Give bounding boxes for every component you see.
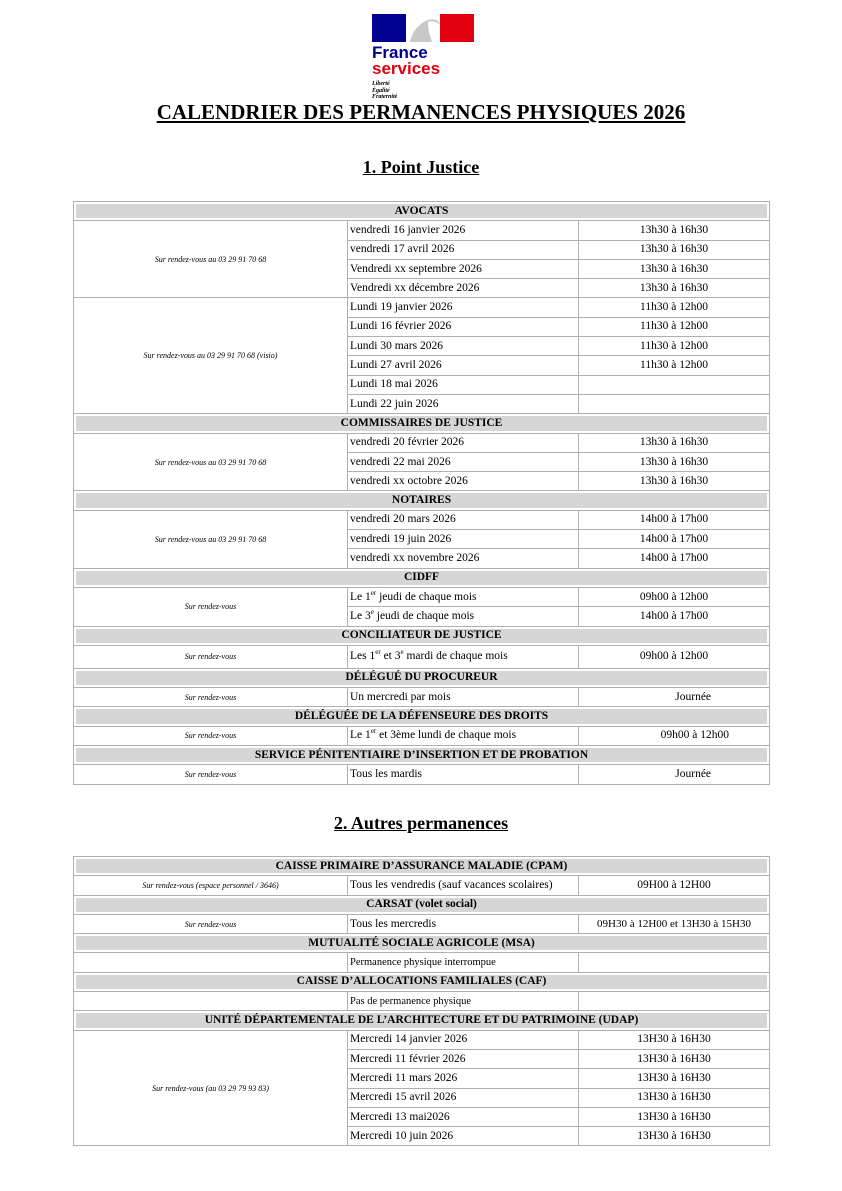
time-cell: 09h00 à 12h00 (579, 726, 770, 745)
header-commissaires: COMMISSAIRES DE JUSTICE (74, 414, 770, 433)
date-text: Les 1 (350, 650, 376, 663)
header-carsat: CARSAT (volet social) (74, 895, 770, 914)
table-row (74, 953, 770, 972)
republic-motto (372, 81, 397, 101)
date-cell: Vendredi xx décembre 2026 (348, 279, 579, 298)
date-text: et 3 (380, 650, 401, 663)
table-row (74, 914, 770, 933)
autres-permanences-table (73, 856, 770, 1146)
logo-word-france: France (372, 43, 428, 62)
time-cell: 13H30 à 16H30 (579, 1088, 770, 1107)
appointment-note: Sur rendez-vous (74, 645, 348, 668)
table-row (74, 876, 770, 895)
table-row (74, 221, 770, 240)
date-cell: Permanence physique interrompue (348, 953, 579, 972)
logo-word-services: services (372, 59, 441, 78)
time-cell: 13H30 à 16H30 (579, 1030, 770, 1049)
appointment-note: Sur rendez-vous au 03 29 91 70 68 (visio) (74, 298, 348, 414)
date-text: Le 1 (350, 729, 371, 742)
time-cell: 13H30 à 16H30 (579, 1127, 770, 1146)
time-cell (579, 992, 770, 1011)
date-cell: vendredi 19 juin 2026 (348, 530, 579, 549)
time-cell: Journée (579, 688, 770, 707)
date-cell: Pas de permanence physique (348, 992, 579, 1011)
table-row (74, 688, 770, 707)
date-cell: vendredi 20 mars 2026 (348, 510, 579, 529)
date-text: jeudi de chaque mois (376, 590, 477, 603)
header-conciliateur: CONCILIATEUR DE JUSTICE (74, 626, 770, 645)
time-cell: 13h30 à 16h30 (579, 279, 770, 298)
table-row (74, 510, 770, 529)
ordinal-sup: er (370, 588, 377, 597)
date-cell: Tous les mercredis (348, 914, 579, 933)
date-cell: Mercredi 15 avril 2026 (348, 1088, 579, 1107)
date-cell: Tous les mardis (348, 765, 579, 784)
time-cell: 14h00 à 17h00 (579, 530, 770, 549)
appointment-note (74, 953, 348, 972)
time-cell: 13h30 à 16h30 (579, 433, 770, 452)
header-caf: CAISSE D’ALLOCATIONS FAMILIALES (CAF) (74, 972, 770, 991)
point-justice-table (73, 201, 770, 785)
date-cell: Vendredi xx septembre 2026 (348, 259, 579, 278)
date-text: Le 1 (350, 590, 371, 603)
appointment-note: Sur rendez-vous au 03 29 91 70 68 (74, 433, 348, 491)
time-cell: 14h00 à 17h00 (579, 510, 770, 529)
date-text: Le 3 (350, 609, 371, 622)
table-row (74, 587, 770, 606)
section-title-point-justice: 1. Point Justice (362, 157, 480, 177)
time-cell: 13h30 à 16h30 (579, 472, 770, 491)
date-text: et 3ème lundi de chaque mois (376, 729, 517, 742)
date-cell: vendredi 20 février 2026 (348, 433, 579, 452)
appointment-note (74, 992, 348, 1011)
date-cell: Tous les vendredis (sauf vacances scolaires) (348, 876, 579, 895)
time-cell: 13H30 à 16H30 (579, 1107, 770, 1126)
page-title: CALENDRIER DES PERMANENCES PHYSIQUES 2026 (156, 100, 686, 124)
france-services-logo (368, 14, 480, 102)
header-procureur: DÉLÉGUÉ DU PROCUREUR (74, 668, 770, 687)
header-defenseure: DÉLÉGUÉE DE LA DÉFENSEURE DES DROITS (74, 707, 770, 726)
time-cell: Journée (579, 765, 770, 784)
table-row (74, 726, 770, 745)
header-cidff: CIDFF (74, 568, 770, 587)
date-cell (348, 607, 579, 626)
header-udap: UNITÉ DÉPARTEMENTALE DE L’ARCHITECTURE ET DU PATRIMOINE (UDAP) (74, 1011, 770, 1030)
time-cell: 13h30 à 16h30 (579, 240, 770, 259)
date-cell: vendredi xx octobre 2026 (348, 472, 579, 491)
time-cell: 13h30 à 16h30 (579, 221, 770, 240)
date-cell (348, 726, 579, 745)
time-cell: 13H30 à 16H30 (579, 1049, 770, 1068)
time-cell: 09H30 à 12H00 et 13H30 à 15H30 (579, 914, 770, 933)
date-cell: Lundi 19 janvier 2026 (348, 298, 579, 317)
ordinal-sup: e (400, 648, 404, 657)
date-cell: Mercredi 13 mai2026 (348, 1107, 579, 1126)
appointment-note: Sur rendez-vous (espace personnel / 3646) (74, 876, 348, 895)
date-cell (348, 587, 579, 606)
date-text: mardi de chaque mois (403, 650, 508, 663)
date-cell: Mercredi 10 juin 2026 (348, 1127, 579, 1146)
header-spip: SERVICE PÉNITENTIAIRE D’INSERTION ET DE PROBATION (74, 746, 770, 765)
table-row (74, 992, 770, 1011)
date-cell: Mercredi 14 janvier 2026 (348, 1030, 579, 1049)
section-title-autres-permanences: 2. Autres permanences (333, 813, 509, 833)
header-avocats: AVOCATS (74, 202, 770, 221)
date-cell: vendredi 17 avril 2026 (348, 240, 579, 259)
time-cell: 09h00 à 12h00 (579, 645, 770, 668)
ordinal-sup: e (370, 608, 374, 617)
time-cell: 11h30 à 12h00 (579, 337, 770, 356)
date-cell: Lundi 30 mars 2026 (348, 337, 579, 356)
date-cell: Un mercredi par mois (348, 688, 579, 707)
time-cell: 11h30 à 12h00 (579, 317, 770, 336)
time-cell (579, 953, 770, 972)
date-cell: Lundi 22 juin 2026 (348, 394, 579, 413)
time-cell: 09h00 à 12h00 (579, 587, 770, 606)
header-cpam: CAISSE PRIMAIRE D’ASSURANCE MALADIE (CPAM) (74, 857, 770, 876)
date-text: jeudi de chaque mois (373, 609, 475, 622)
time-cell: 13H30 à 16H30 (579, 1069, 770, 1088)
table-row (74, 645, 770, 668)
appointment-note: Sur rendez-vous (au 03 29 79 93 83) (74, 1030, 348, 1146)
appointment-note: Sur rendez-vous au 03 29 91 70 68 (74, 510, 348, 568)
appointment-note: Sur rendez-vous (74, 914, 348, 933)
appointment-note: Sur rendez-vous (74, 726, 348, 745)
motto-egalite: Égalité (372, 87, 390, 94)
date-cell: vendredi 22 mai 2026 (348, 452, 579, 471)
time-cell: 11h30 à 12h00 (579, 298, 770, 317)
table-row (74, 1030, 770, 1049)
time-cell: 11h30 à 12h00 (579, 356, 770, 375)
ordinal-sup: er (370, 727, 377, 736)
appointment-note: Sur rendez-vous (74, 587, 348, 626)
marianne-flag-icon (372, 14, 474, 42)
appointment-note: Sur rendez-vous (74, 688, 348, 707)
appointment-note: Sur rendez-vous au 03 29 91 70 68 (74, 221, 348, 298)
time-cell (579, 394, 770, 413)
date-cell (348, 645, 579, 668)
date-cell: vendredi 16 janvier 2026 (348, 221, 579, 240)
date-cell: Mercredi 11 février 2026 (348, 1049, 579, 1068)
time-cell: 13h30 à 16h30 (579, 259, 770, 278)
ordinal-sup: er (375, 648, 381, 657)
time-cell (579, 375, 770, 394)
time-cell: 14h00 à 17h00 (579, 607, 770, 626)
header-msa: MUTUALITÉ SOCIALE AGRICOLE (MSA) (74, 934, 770, 953)
table-row (74, 298, 770, 317)
date-cell: Lundi 27 avril 2026 (348, 356, 579, 375)
motto-fraternite: Fraternité (372, 94, 398, 100)
date-cell: Mercredi 11 mars 2026 (348, 1069, 579, 1088)
date-cell: Lundi 16 février 2026 (348, 317, 579, 336)
header-notaires: NOTAIRES (74, 491, 770, 510)
date-cell: Lundi 18 mai 2026 (348, 375, 579, 394)
time-cell: 14h00 à 17h00 (579, 549, 770, 568)
time-cell: 13h30 à 16h30 (579, 452, 770, 471)
time-cell: 09H00 à 12H00 (579, 876, 770, 895)
table-row (74, 433, 770, 452)
appointment-note: Sur rendez-vous (74, 765, 348, 784)
motto-liberte: Liberté (372, 81, 390, 87)
table-row (74, 765, 770, 784)
date-cell: vendredi xx novembre 2026 (348, 549, 579, 568)
